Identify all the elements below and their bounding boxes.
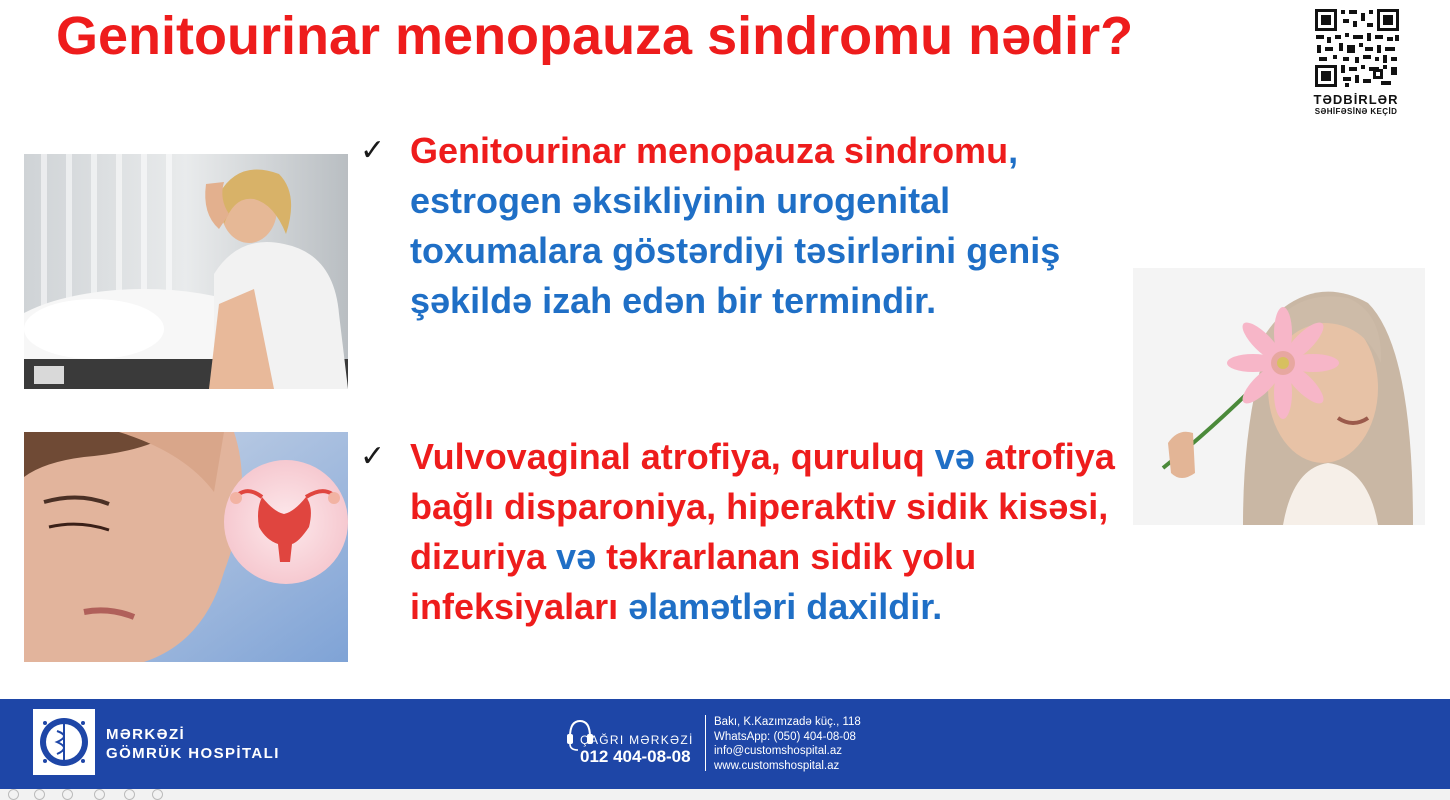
website-link[interactable]: www.customshospital.az [714,759,840,772]
contact-info [714,715,861,773]
qr-caption: TƏDBİRLƏR [1313,92,1399,107]
call-center-number[interactable]: 012 404-08-08 [580,747,691,766]
call-center-label: ÇAĞRI MƏRKƏZİ [580,733,694,747]
hospital-logo-icon [33,709,95,775]
viewer-control-icon[interactable] [124,789,135,800]
bullet-definition [360,126,1100,326]
bullet-symptoms-text: Vulvovaginal atrofiya, quruluq və atrofiya bağlı disparoniya, hiperaktiv sidik kisəsi, dizuriya və təkrarlanan sidik yolu infeksiyaları əlamətləri daxildir. [410,436,1115,627]
photo-tired-woman-on-bed [24,154,348,389]
footer-bar [0,699,1450,789]
viewer-control-icon[interactable] [62,789,73,800]
checkmark-icon: ✓ [360,133,386,168]
hospital-name: MƏRKƏZİ GÖMRÜK HOSPİTALI [106,726,280,762]
viewer-control-icon[interactable] [8,789,19,800]
viewer-control-icon[interactable] [152,789,163,800]
whatsapp-text[interactable]: WhatsApp: (050) 404-08-08 [714,730,856,743]
viewer-controls-strip [0,789,1450,800]
qr-subcaption: SƏHİFƏSİNƏ KEÇİD [1314,107,1398,116]
email-link[interactable]: info@customshospital.az [714,745,843,757]
footer-divider [705,715,706,771]
checkmark-icon: ✓ [360,439,386,474]
photo-woman-with-flower [1133,268,1425,525]
bullet-definition-text: Genitourinar menopauza sindromu, estrogen əksikliyinin urogenital toxumalara göstərdiyi təsirlərini geniş şəkildə izah edən bir termindir. [410,130,1061,321]
slide-title: Genitourinar menopauza sindromu nədir? [56,6,1134,66]
photo-woman-headache-uterus [24,432,348,662]
viewer-control-icon[interactable] [94,789,105,800]
qr-code-icon[interactable] [1313,7,1401,89]
bullet-symptoms [360,432,1130,632]
viewer-control-icon[interactable] [34,789,45,800]
address-text: Bakı, K.Kazımzadə küç., 118 [714,716,861,728]
